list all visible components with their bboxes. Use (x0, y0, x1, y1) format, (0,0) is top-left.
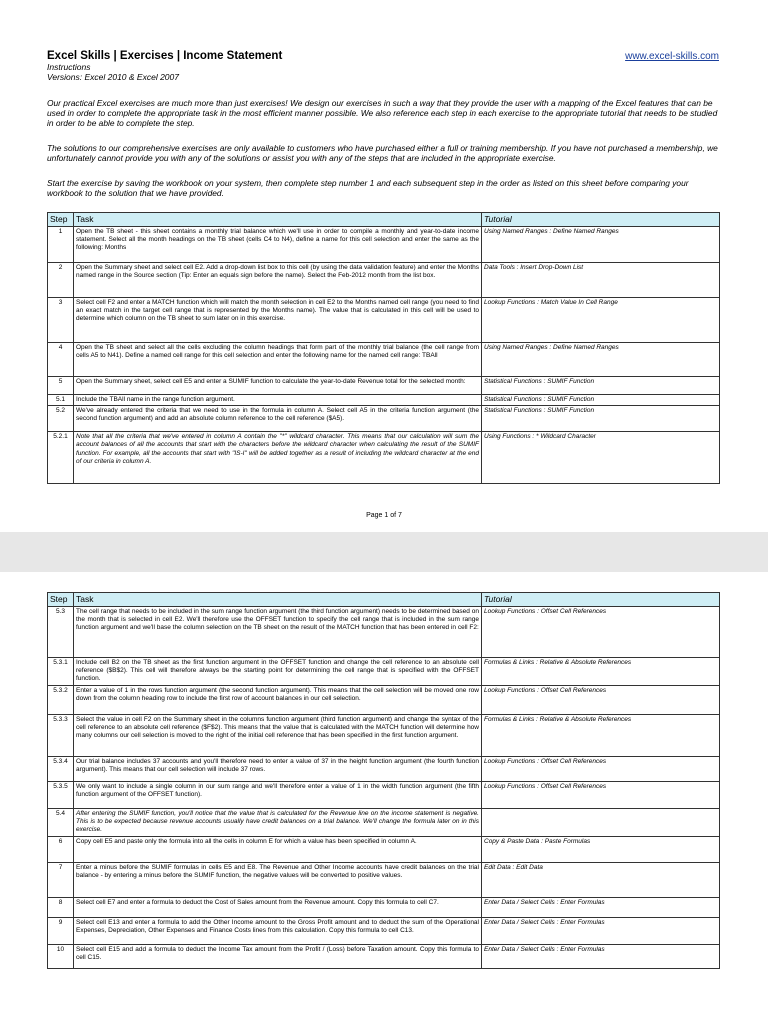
page-2 (0, 572, 768, 1024)
page-number: Page 1 of 7 (366, 512, 402, 519)
task-cell: Open the Summary sheet, select cell E5 and enter a SUMIF function to calculate the year-to-date Revenue total for the selected month: (74, 377, 482, 395)
intro-paragraph-1: Our practical Excel exercises are much more than just exercises! We design our exercises in such a way that they provide the user with a mapping of the Excel features that can be used in order to complete the appropriate task in the most efficient manner possible. We also reference each step in each exercise to the appropriate tutorial that needs to be studied in order to be able to complete the step. (47, 98, 718, 129)
step-cell: 6 (48, 837, 74, 863)
task-cell: Select cell E15 and add a formula to deduct the Income Tax amount from the Profit / (Loss) before Taxation amount. Copy this formula to cell C15. (74, 945, 482, 969)
task-cell: We only want to include a single column in our sum range and we'll therefore enter a value of 1 in the width function argument (the fifth function argument of the OFFSET function). (74, 782, 482, 809)
task-cell: Open the TB sheet and select all the cells excluding the column headings that form part of the monthly trial balance (the cell range from cells A5 to N41). Define a named cell range for this cell selection and enter the following name for the named cell range: TBAll (74, 343, 482, 377)
header-step: Step (48, 213, 74, 227)
step-cell: 7 (48, 863, 74, 898)
step-cell: 5.3.3 (48, 715, 74, 757)
page-separator (0, 532, 768, 572)
table-row (48, 782, 720, 809)
step-cell: 5.3.5 (48, 782, 74, 809)
tutorial-cell: Statistical Functions : SUMIF Function (482, 377, 720, 395)
task-cell: The cell range that needs to be included in the sum range function argument (the third function argument) needs to be determined based on the month that is selected in cell E2. We'll therefore use the OFFSET function to specify the cell range that is included in the sum range function argument and we'll base the column selection on the TB sheet on the result of the MATCH function that has been entered in cell F2: (74, 607, 482, 658)
header-step: Step (48, 593, 74, 607)
intro-paragraph-2: The solutions to our comprehensive exercises are only available to customers who have purchased either a full or training membership. If you have not purchased a membership, we unfortunately cannot provide you with any of the solutions or assist you with any of the steps that are included in the appropriate exercise. (47, 143, 718, 164)
table-row (48, 686, 720, 715)
tutorial-cell: Lookup Functions : Offset Cell References (482, 686, 720, 715)
tutorial-cell: Lookup Functions : Offset Cell References (482, 607, 720, 658)
header-tutorial: Tutorial (482, 213, 720, 227)
step-cell: 5.3.2 (48, 686, 74, 715)
task-cell: After entering the SUMIF function, you'll notice that the value that is calculated for the Revenue line on the income statement is negative. This is to be expected because revenue accounts usually have credit balances on a trial balance. We'll change the formula later on in this exercise. (74, 809, 482, 837)
intro-paragraph-3: Start the exercise by saving the workbook on your system, then complete step number 1 and each subsequent step in the order as listed on this sheet before comparing your workbook to the solution that we have provided. (47, 178, 689, 199)
step-cell: 5.3 (48, 607, 74, 658)
table-row (48, 809, 720, 837)
tutorial-cell: Formulas & Links : Relative & Absolute References (482, 715, 720, 757)
table-row (48, 406, 720, 432)
step-cell: 1 (48, 227, 74, 263)
step-cell: 5.2.1 (48, 432, 74, 484)
subtitle-versions: Versions: Excel 2010 & Excel 2007 (47, 72, 179, 82)
step-cell: 5.3.4 (48, 757, 74, 782)
task-cell: Include the TBAll name in the range function argument. (74, 395, 482, 406)
table-header-row (48, 593, 720, 607)
header-task: Task (74, 213, 482, 227)
header-task: Task (74, 593, 482, 607)
table-row (48, 298, 720, 343)
task-cell: Include cell B2 on the TB sheet as the first function argument in the OFFSET function and change the cell reference to an absolute cell reference ($B$2). This cell will therefore always be the starting point for determining the cell range that is specified with the OFFSET function. (74, 658, 482, 686)
task-cell: We've already entered the criteria that we need to use in the formula in column A. Select cell A5 in the criteria function argument (the second function argument) and add an absolute column reference to the cell reference ($A5). (74, 406, 482, 432)
task-cell: Enter a minus before the SUMIF formulas in cells E5 and E8. The Revenue and Other Income accounts have credit balances on the trial balance - by entering a minus before the SUMIF function, the negative values will be converted to positive values. (74, 863, 482, 898)
step-cell: 10 (48, 945, 74, 969)
website-link[interactable]: www.excel-skills.com (625, 51, 719, 62)
table-header-row (48, 213, 720, 227)
table-row (48, 343, 720, 377)
tutorial-cell: Data Tools : Insert Drop-Down List (482, 263, 720, 298)
task-cell: Select cell E13 and enter a formula to add the Other Income amount to the Gross Profit amount and to deduct the sum of the Operational Expenses, Depreciation, Other Expenses and Finance Costs lines from this calculation. Copy this formula to cell C13. (74, 918, 482, 945)
table-row (48, 863, 720, 898)
step-cell: 5.1 (48, 395, 74, 406)
table-row (48, 918, 720, 945)
step-cell: 2 (48, 263, 74, 298)
task-cell: Open the TB sheet - this sheet contains a monthly trial balance which we'll use in order to compile a monthly and year-to-date income statement. Select all the month headings on the TB sheet (cells C4 to N4), define a name for this cell selection and enter the same as the following: Months (74, 227, 482, 263)
table-row (48, 607, 720, 658)
step-cell: 5.3.1 (48, 658, 74, 686)
tutorial-cell: Using Named Ranges : Define Named Ranges (482, 343, 720, 377)
table-row (48, 432, 720, 484)
step-cell: 3 (48, 298, 74, 343)
tutorial-cell: Lookup Functions : Offset Cell References (482, 757, 720, 782)
table-row (48, 837, 720, 863)
task-cell: Copy cell E5 and paste only the formula into all the cells in column E for which a value has been specified in column A. (74, 837, 482, 863)
tutorial-cell: Lookup Functions : Match Value In Cell Range (482, 298, 720, 343)
title-row (47, 50, 719, 82)
table-row (48, 263, 720, 298)
task-cell: Select cell E7 and enter a formula to deduct the Cost of Sales amount from the Revenue amount. Copy this formula to cell C7. (74, 898, 482, 918)
table-row (48, 395, 720, 406)
document-title: Excel Skills | Exercises | Income Statement (47, 50, 283, 62)
subtitle-instructions: Instructions (47, 62, 91, 72)
table-row (48, 377, 720, 395)
header-tutorial: Tutorial (482, 593, 720, 607)
task-cell: Note that all the criteria that we've entered in column A contain the "*" wildcard character. This means that our calculation will sum the account balances of all the accounts that start with the characters before the wildcard character when calculating the result of the SUMIF function. For example, all the accounts that start with "IS-I" will be added together as a result of including the wildcard character at the end of our criteria in column A. (74, 432, 482, 484)
tutorial-cell: Statistical Functions : SUMIF Function (482, 406, 720, 432)
tutorial-cell: Enter Data / Select Cells : Enter Formulas (482, 945, 720, 969)
tutorial-cell (482, 809, 720, 837)
table-row (48, 757, 720, 782)
tutorial-cell: Enter Data / Select Cells : Enter Formulas (482, 898, 720, 918)
step-cell: 5.4 (48, 809, 74, 837)
step-cell: 8 (48, 898, 74, 918)
steps-table-page-2 (47, 592, 720, 969)
tutorial-cell: Edit Data : Edit Data (482, 863, 720, 898)
task-cell: Open the Summary sheet and select cell E2. Add a drop-down list box to this cell (by using the data validation feature) and enter the Months named range in the Source section (Tip: Enter an equals sign before the name). Select the Feb-2012 month from the list box. (74, 263, 482, 298)
table-row (48, 945, 720, 969)
table-row (48, 658, 720, 686)
tutorial-cell: Using Functions : * Wildcard Character (482, 432, 720, 484)
tutorial-cell: Copy & Paste Data : Paste Formulas (482, 837, 720, 863)
task-cell: Our trial balance includes 37 accounts and you'll therefore need to enter a value of 37 in the height function argument (the fourth function argument). This means that our cell selection will include 37 rows. (74, 757, 482, 782)
steps-table-page-1 (47, 212, 720, 484)
tutorial-cell: Formulas & Links : Relative & Absolute References (482, 658, 720, 686)
table-row (48, 898, 720, 918)
tutorial-cell: Lookup Functions : Offset Cell References (482, 782, 720, 809)
step-cell: 9 (48, 918, 74, 945)
task-cell: Select the value in cell F2 on the Summary sheet in the columns function argument (third function argument) and change the syntax of the cell reference to an absolute cell reference ($F$2). This means that the value that is calculated with the MATCH function will determine how many columns our cell selection is moved to the right of the initial cell reference that has been specified in the first function argument. (74, 715, 482, 757)
tutorial-cell: Statistical Functions : SUMIF Function (482, 395, 720, 406)
step-cell: 5.2 (48, 406, 74, 432)
task-cell: Enter a value of 1 in the rows function argument (the second function argument). This means that the cell selection will be moved one row down from the column heading row to include the first row of account balances in our cell selection. (74, 686, 482, 715)
table-row (48, 227, 720, 263)
tutorial-cell: Enter Data / Select Cells : Enter Formulas (482, 918, 720, 945)
table-row (48, 715, 720, 757)
step-cell: 5 (48, 377, 74, 395)
step-cell: 4 (48, 343, 74, 377)
tutorial-cell: Using Named Ranges : Define Named Ranges (482, 227, 720, 263)
task-cell: Select cell F2 and enter a MATCH function which will match the month selection in cell E2 to the Months named cell range (you need to find an exact match in the target cell range that is represented by the Months name). The value that is calculated in this cell will be used to determine which column on the TB sheet to sum later on in this exercise. (74, 298, 482, 343)
